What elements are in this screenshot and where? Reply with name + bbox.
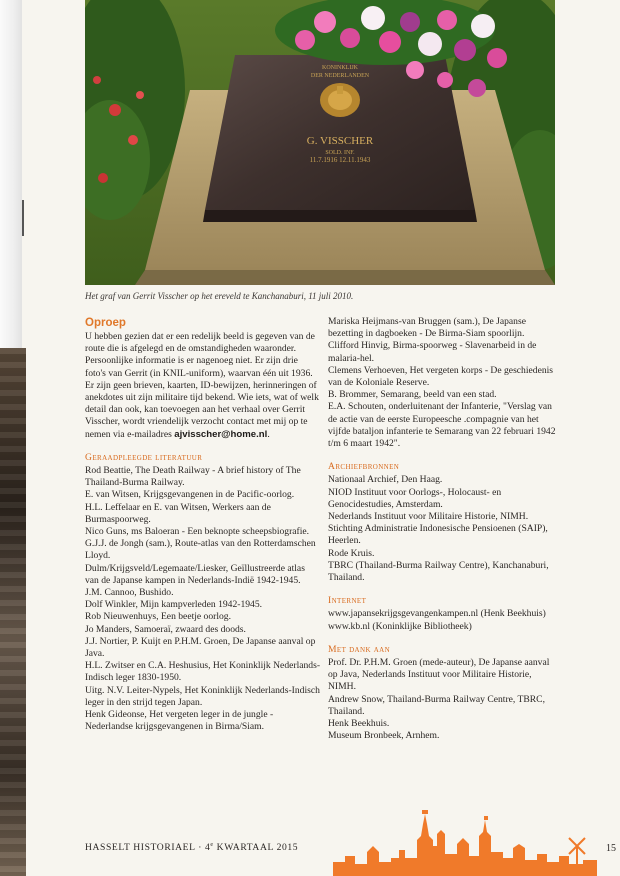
dank-item: Museum Bronbeek, Arnhem.: [328, 730, 440, 742]
literatuur-item: Rob Nieuwenhuys, Een beetje oorlog.: [85, 611, 232, 623]
literatuur-item: Clemens Verhoeven, Het vergeten korps - De geschiedenis van de Koloniale Reserve.: [328, 364, 554, 389]
literatuur-item: H.L. Zwitser en C.A. Heshusius, Het Koninklijk Nederlands-Indisch leger 1830-1950.: [85, 660, 321, 684]
archief-item: Nederlands Instituut voor Militaire Historie, NIMH.: [328, 511, 529, 523]
internet-list: [328, 608, 556, 632]
literatuur-item: J.J. Nortier, P. Kuijt en P.H.M. Groen, De Japanse aanval op Java.: [85, 635, 316, 660]
footer-title: HASSELT HISTORIAEL · 4: [85, 842, 211, 854]
literatuur-item: Dulm/Krijgsveld/Legemaate/Liesker, Geïllustreerde atlas van de Japanse kampen in Nederlands-Indië 1942-1945.: [85, 562, 305, 586]
plaque-top-line2: DER NEDERLANDEN: [310, 73, 370, 79]
dank-heading: Met dank aan: [328, 643, 391, 655]
literatuur-heading: Geraadpleegde literatuur: [85, 451, 203, 463]
literatuur-item: G.J.J. de Jongh (sam.), Route-atlas van den Rotterdamschen Lloyd.: [85, 538, 316, 562]
archief-item: Rode Kruis.: [328, 547, 375, 559]
archief-item: Nationaal Archief, Den Haag.: [328, 474, 443, 486]
town-skyline-graphic: [333, 806, 597, 876]
footer-sup: e: [210, 842, 214, 848]
archief-item: NIOD Instituut voor Oorlogs-, Holocaust- en Genocidestudies, Amsterdam.: [328, 486, 502, 510]
email-link[interactable]: ajvisscher@home.nl: [174, 428, 268, 440]
plaque-name: G. VISSCHER: [306, 135, 374, 147]
literatuur-item: E.A. Schouten, onderluitenant der Infanterie, "Verslag van de actie van de eerste Europeesche .compagnie van het vijfde bataljon infanterie te Semarang van 22 februari 1942 t/m 6 maart 1942".: [328, 401, 556, 450]
literatuur-list: [85, 465, 321, 733]
dank-item: Prof. Dr. P.H.M. Groen (mede-auteur), De Japanse aanval op Java, Nederlands Instituut voor Militaire Historie, NIMH.: [328, 657, 550, 693]
binding-mark: [22, 200, 24, 236]
photo-caption: Het graf van Gerrit Visscher op het ereveld te Kanchanaburi, 11 juli 2010.: [85, 291, 354, 301]
oproep-heading: Oproep: [85, 317, 126, 329]
archiefbronnen-heading: Archiefbronnen: [328, 461, 400, 473]
literatuur-item: H.L. Leffelaar en E. van Witsen, Werkers aan de Burmaspoorweg.: [85, 501, 271, 525]
archiefbronnen-list: [328, 474, 556, 584]
plaque-rank: SOLD. INF.: [325, 150, 355, 156]
literatuur-item: Dolf Winkler, Mijn kampverleden 1942-1945.: [85, 599, 263, 611]
literatuur-item: E. van Witsen, Krijgsgevangenen in de Pacific-oorlog.: [85, 489, 295, 501]
literatuur-item: Mariska Heijmans-van Bruggen (sam.), De Japanse bezetting in dagboeken - De Birma-Siam spoorlijn.: [328, 316, 526, 340]
archief-item: Stichting Administratie Indonesische Pensioenen (SAIP), Heerlen.: [328, 523, 548, 547]
dank-item: Andrew Snow, Thailand-Burma Railway Centre, TBRC, Thailand.: [328, 693, 545, 717]
dank-list: [328, 657, 556, 742]
literatuur-item: Nico Guns, ms Baloeran - Een beknopte scheepsbiografie.: [85, 526, 310, 538]
literatuur-item: B. Brommer, Semarang, beeld van een stad.: [328, 389, 497, 401]
plaque-dates: 11.7.1916 12.11.1943: [309, 156, 371, 164]
right-column: [328, 316, 556, 743]
literatuur-continued-list: [328, 316, 556, 450]
dank-item: Henk Beekhuis.: [328, 718, 390, 730]
plaque-top-line1: KONINKLIJK: [322, 65, 358, 71]
footer-quarter: KWARTAAL 2015: [213, 842, 299, 854]
facing-page-photo-edge: [0, 348, 26, 876]
oproep-text-end: .: [267, 428, 270, 440]
grave-photo: [85, 0, 555, 285]
footer-publication: [85, 842, 298, 853]
literatuur-item: J.M. Cannoo, Bushido.: [85, 587, 174, 599]
literatuur-item: Uitg. N.V. Leiter-Nypels, Het Koninklijk Nederlands-Indisch leger in den strijd tegen Japan.: [85, 684, 320, 708]
page-number: 15: [606, 843, 616, 854]
literatuur-item: Henk Gideonse, Het vergeten leger in de jungle - Nederlandse krijgsgevangenen in Birma/Siam.: [85, 709, 274, 733]
oproep-text: U hebben gezien dat er een redelijk beeld is gegeven van de route die is afgelegd en de omstandigheden waaronder. Persoonlijke informatie is er nagenoeg niet. Er zijn drie foto's van Gerrit (in KNIL-uniform), waarvan één uit 1936. Er zijn geen brieven, kaarten, ID-bewijzen, herinneringen of anekdotes uit zijn militaire tijd bekend. Wie iets, wat of welk detail dan ook, kan toevoegen aan het verhaal over Gerrit Visscher, wordt vriendelijk verzocht contact met mij op te nemen via e-mailadres: [85, 331, 319, 440]
internet-link[interactable]: www.japansekrijgsgevangenkampen.nl (Henk Beekhuis): [328, 608, 546, 620]
oproep-paragraph: [85, 331, 321, 441]
internet-link[interactable]: www.kb.nl (Koninklijke Bibliotheek): [328, 620, 472, 632]
archief-item: TBRC (Thailand-Burma Railway Centre), Kanchanaburi, Thailand.: [328, 559, 549, 584]
internet-heading: Internet: [328, 595, 367, 607]
grave-photo-illustration: [85, 0, 555, 285]
literatuur-item: Rod Beattie, The Death Railway - A brief history of The Thailand-Burma Railway.: [85, 465, 301, 489]
literatuur-item: Clifford Hinvig, Birma-spoorweg - Slavenarbeid in de malaria-hel.: [328, 340, 537, 364]
left-column: [85, 316, 321, 734]
literatuur-item: Jo Manders, Samoeraï, zwaard des doods.: [85, 623, 246, 635]
